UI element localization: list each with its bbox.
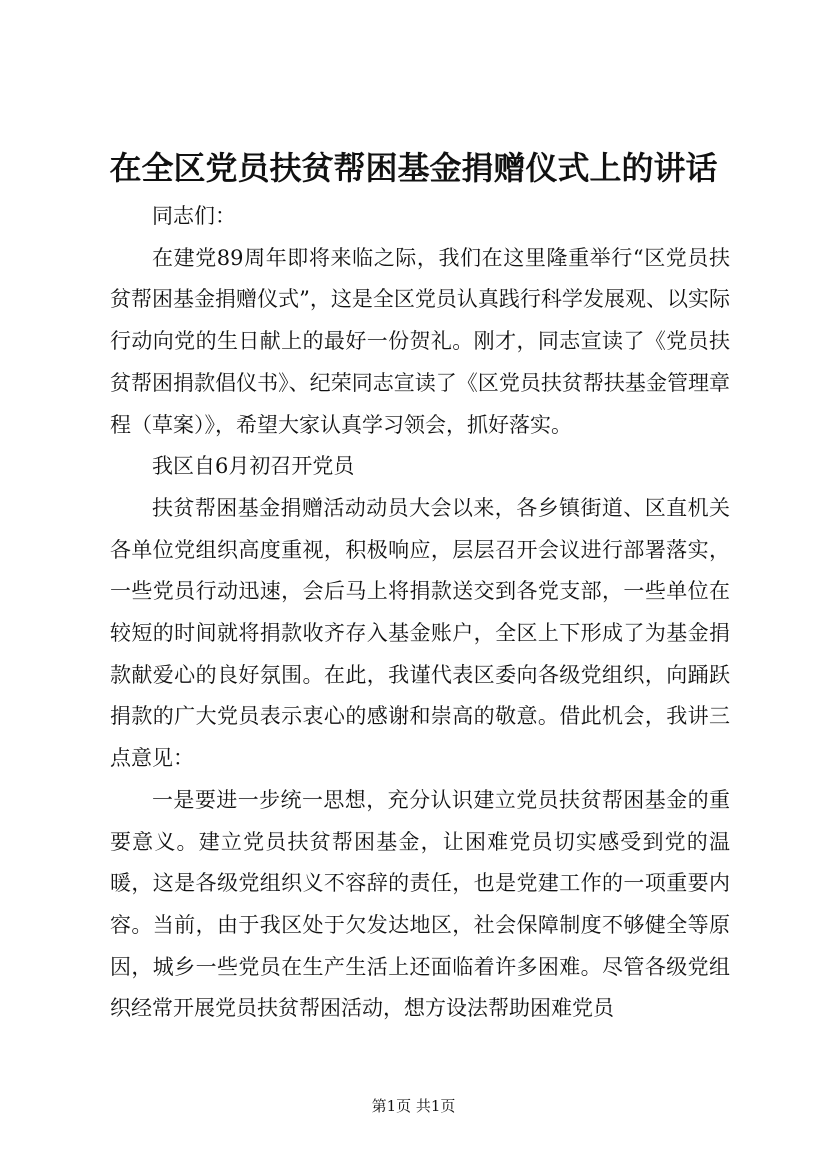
paragraph-opening: 在建党89周年即将来临之际，我们在这里隆重举行“区党员扶贫帮困基金捐赠仪式”，这是全区党员认真践行科学发展观、以实际行动向党的生日献上的最好一份贺礼。刚才，同志宣读了《党员扶贫帮困捐款倡仪书》、纪荣同志宣读了《区党员扶贫帮扶基金管理章程（草案）》，希望大家认真学习领会，抓好落实。	[110, 245, 730, 437]
document-body	[110, 196, 730, 1030]
paragraph-fragment: 我区自6月初召开党员	[152, 454, 355, 479]
paragraph-mobilization: 扶贫帮困基金捐赠活动动员大会以来，各乡镇街道、区直机关各单位党组织高度重视，积极响应，层层召开会议进行部署落实，一些党员行动迅速，会后马上将捐款送交到各党支部，一些单位在较短的时间就将捐款收齐存入基金账户，全区上下形成了为基金捐款献爱心的良好氛围。在此，我谨代表区委向各级党组织，向踊跃捐款的广大党员表示衷心的感谢和崇高的敬意。借此机会，我讲三点意见：	[110, 495, 730, 771]
document-title: 在全区党员扶贫帮困基金捐赠仪式上的讲话	[109, 149, 718, 187]
paragraph-point-one: 一是要进一步统一思想，充分认识建立党员扶贫帮困基金的重要意义。建立党员扶贫帮困基金，让困难党员切实感受到党的温暖，这是各级党组织义不容辞的责任，也是党建工作的一项重要内容。当前，由于我区处于欠发达地区，社会保障制度不够健全等原因，城乡一些党员在生产生活上还面临着许多困难。尽管各级党组织经常开展党员扶贫帮困活动，想方设法帮助困难党员	[110, 787, 730, 1021]
paragraph-salutation: 同志们：	[152, 204, 236, 228]
page-footer: 第1页 共1页	[371, 1097, 456, 1115]
